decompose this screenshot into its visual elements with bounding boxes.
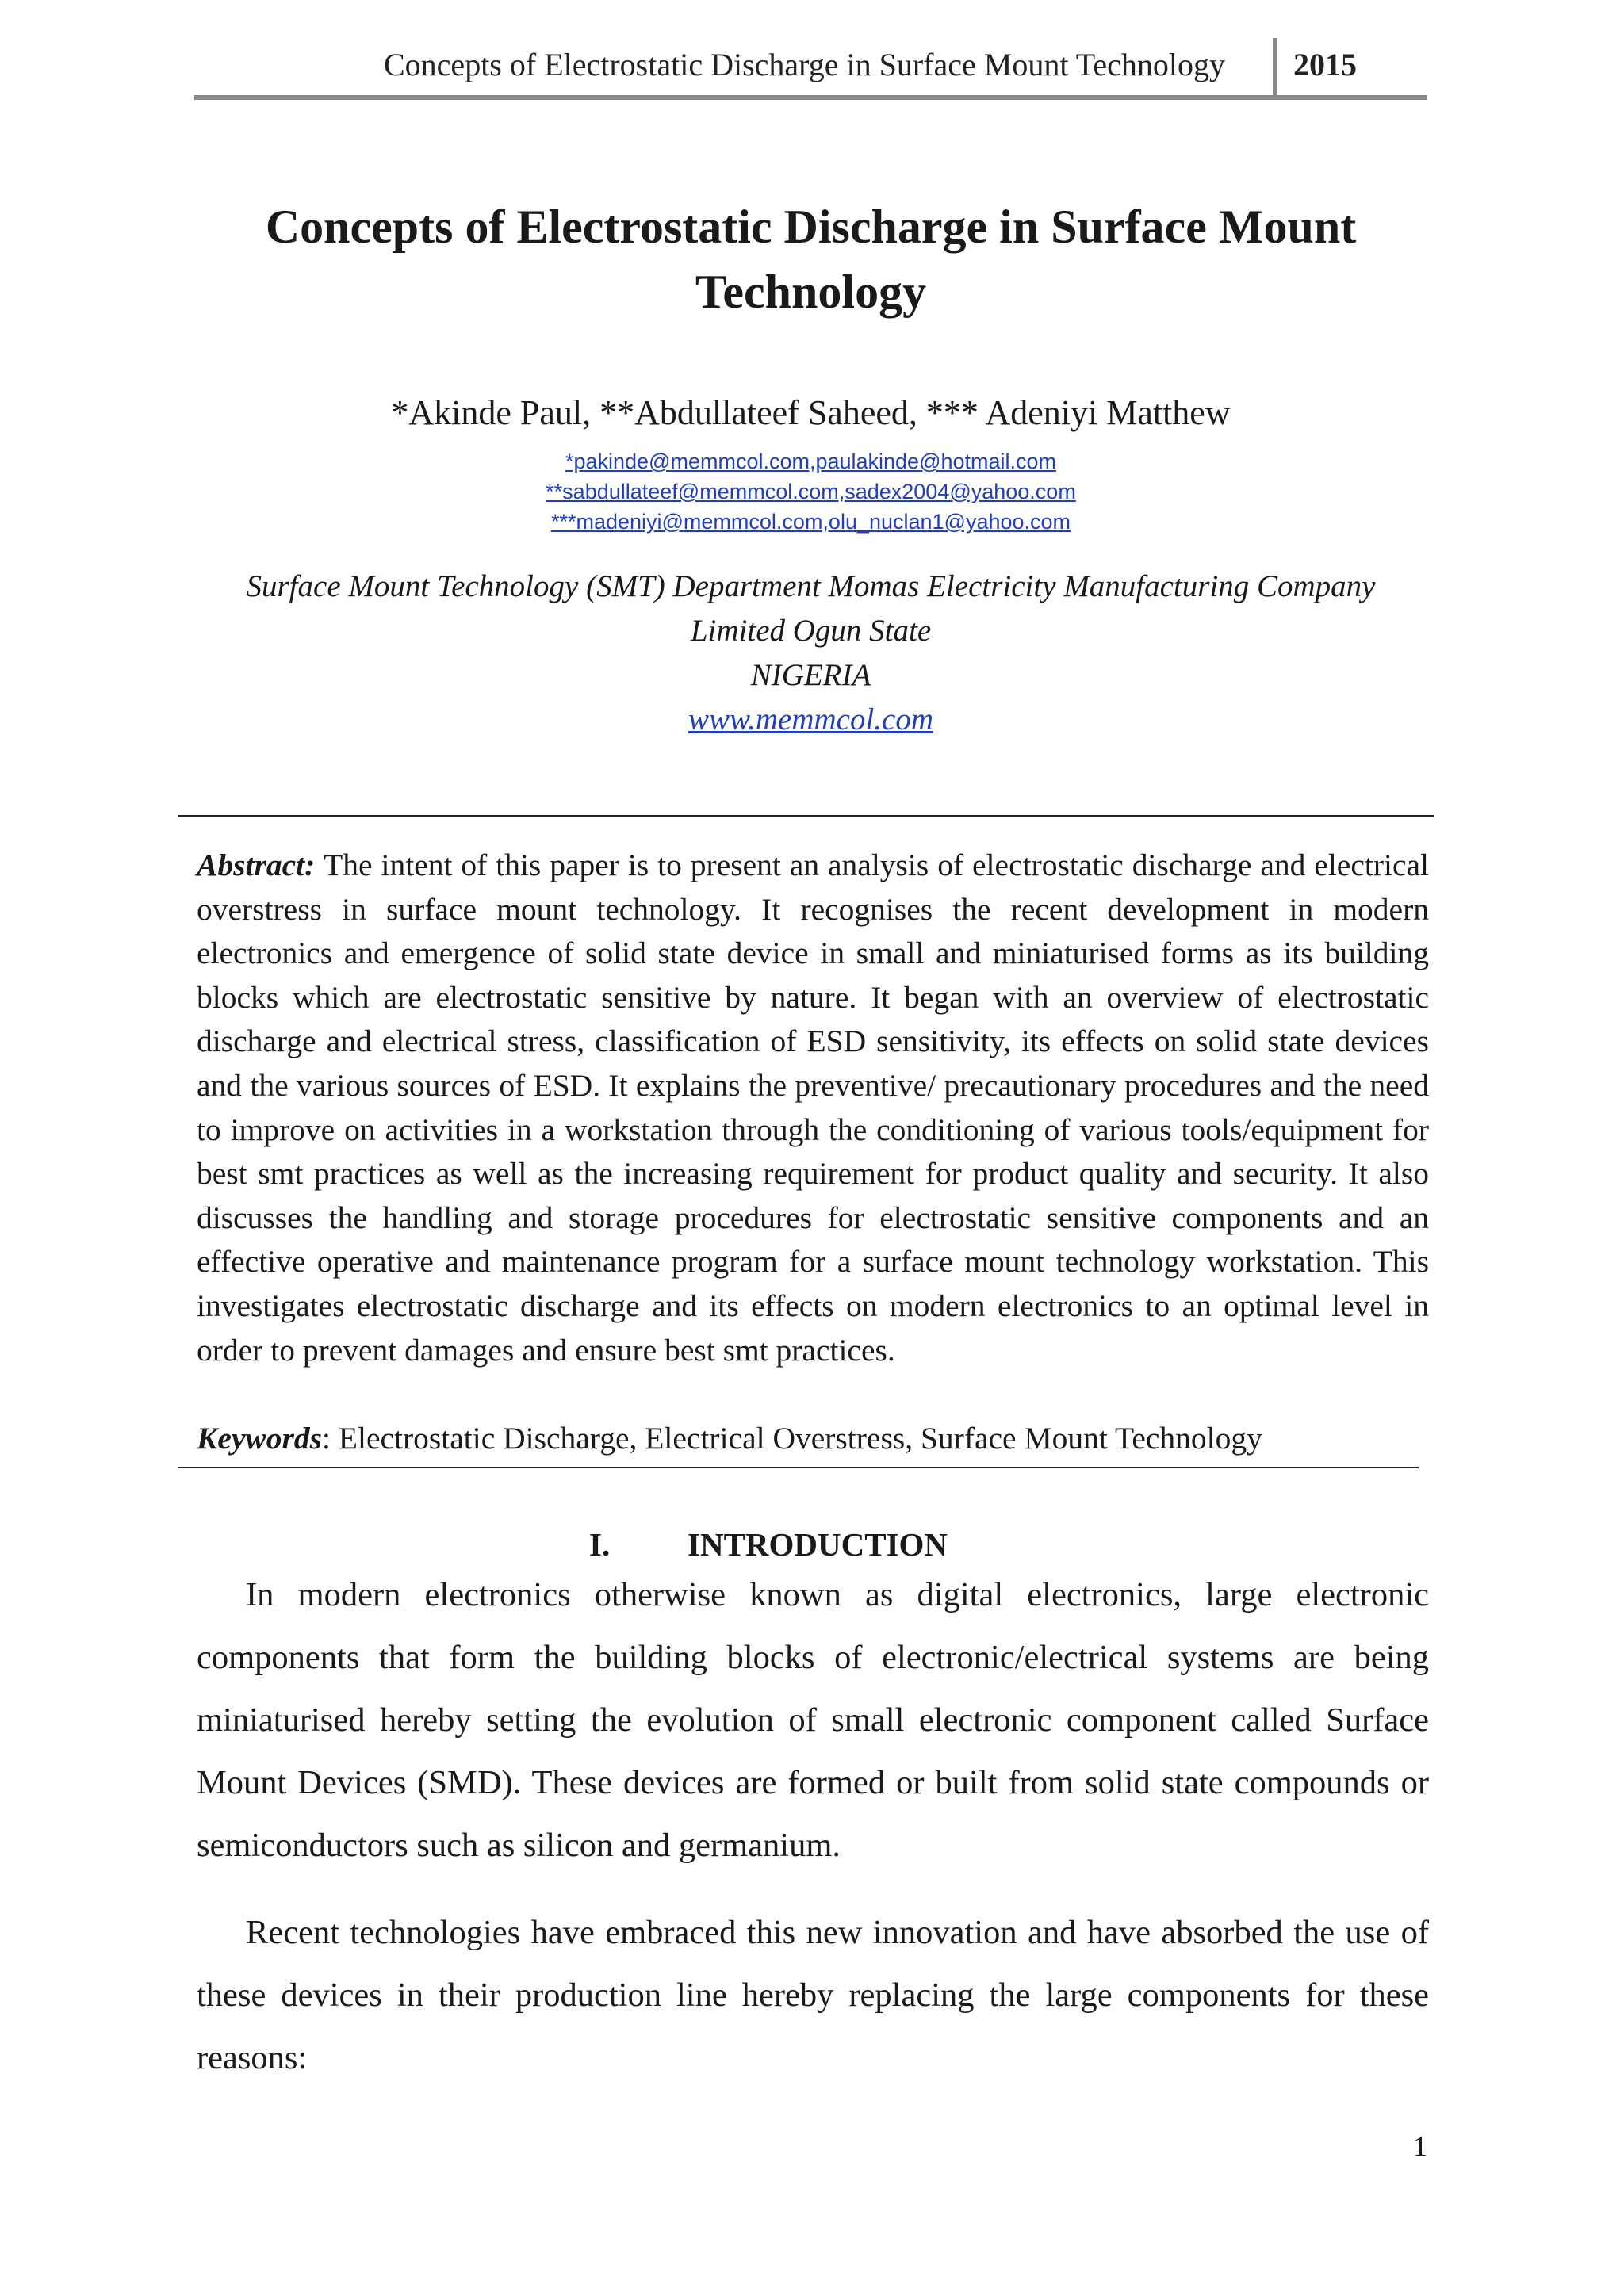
- header-rule: [194, 95, 1427, 100]
- abstract-top-rule: [178, 815, 1434, 817]
- author-emails: [194, 446, 1427, 537]
- keywords-text: : Electrostatic Discharge, Electrical Overstress, Surface Mount Technology: [322, 1421, 1262, 1456]
- abstract-bottom-rule: [178, 1467, 1419, 1468]
- header-divider: [1273, 38, 1277, 98]
- affiliation-country: NIGERIA: [750, 658, 871, 692]
- affiliation-line-2: Limited Ogun State: [690, 614, 932, 648]
- paper-title: [194, 194, 1427, 324]
- abstract-text: The intent of this paper is to present an analysis of electrostatic discharge and electrical overstress in surface mount technology. It recognises the recent development in modern electronics and emergence of solid state device in small and miniaturised forms as its building blocks which are electrostatic sensitive by nature. It began with an overview of electrostatic discharge and electrical stress, classification of ESD sensitivity, its effects on solid state devices and the various sources of ESD. It explains the preventive/ precautionary procedures and the need to improve on activities in a workstation through the conditioning of various tools/equipment for best smt practices as well as the increasing requirement for product quality and security. It also discusses the handling and storage procedures for electrostatic sensitive components and an effective operative and maintenance program for a surface mount technology workstation. This investigates electrostatic discharge and its effects on modern electronics to an optimal level in order to prevent damages and ensure best smt practices.: [197, 848, 1429, 1368]
- section-number: I.: [589, 1526, 611, 1563]
- email-link-1[interactable]: *pakinde@memmcol.com,paulakinde@hotmail.com: [565, 450, 1057, 473]
- body-paragraph-1: In modern electronics otherwise known as digital electronics, large electronic components that form the building blocks of electronic/electrical systems are being miniaturised hereby setting the evolution of small electronic component called Surface Mount Devices (SMD). These devices are formed or built from solid state compounds or semiconductors such as silicon and germanium.: [197, 1576, 1429, 1864]
- running-header: [194, 38, 1427, 98]
- affiliation: [182, 564, 1439, 742]
- running-header-year: 2015: [1293, 47, 1357, 82]
- email-link-2[interactable]: **sabdullateef@memmcol.com,sadex2004@yahoo.com: [546, 480, 1076, 503]
- paper-title-line-1: Concepts of Electrostatic Discharge in Surface Mount: [265, 201, 1357, 253]
- website-link[interactable]: www.memmcol.com: [688, 702, 934, 737]
- running-header-title: Concepts of Electrostatic Discharge in Surface Mount Technology: [384, 47, 1225, 82]
- paper-title-line-2: Technology: [695, 266, 927, 318]
- keywords: [197, 1417, 1429, 1461]
- affiliation-line-1: Surface Mount Technology (SMT) Department Momas Electricity Manufacturing Company: [246, 569, 1376, 603]
- section-heading-introduction: [194, 1525, 1427, 1568]
- body-paragraph-2: Recent technologies have embraced this new innovation and have absorbed the use of these devices in their production line hereby replacing the large components for these reasons:: [197, 1914, 1429, 2076]
- abstract-label: Abstract:: [197, 848, 316, 882]
- keywords-label: Keywords: [197, 1421, 322, 1456]
- section-title: INTRODUCTION: [688, 1526, 948, 1563]
- abstract: [197, 844, 1429, 1372]
- authors-line: *Akinde Paul, **Abdullateef Saheed, *** Adeniyi Matthew: [391, 393, 1231, 432]
- email-link-3[interactable]: ***madeniyi@memmcol.com,olu_nuclan1@yahoo.com: [550, 510, 1071, 534]
- page-number: 1: [1413, 2130, 1427, 2162]
